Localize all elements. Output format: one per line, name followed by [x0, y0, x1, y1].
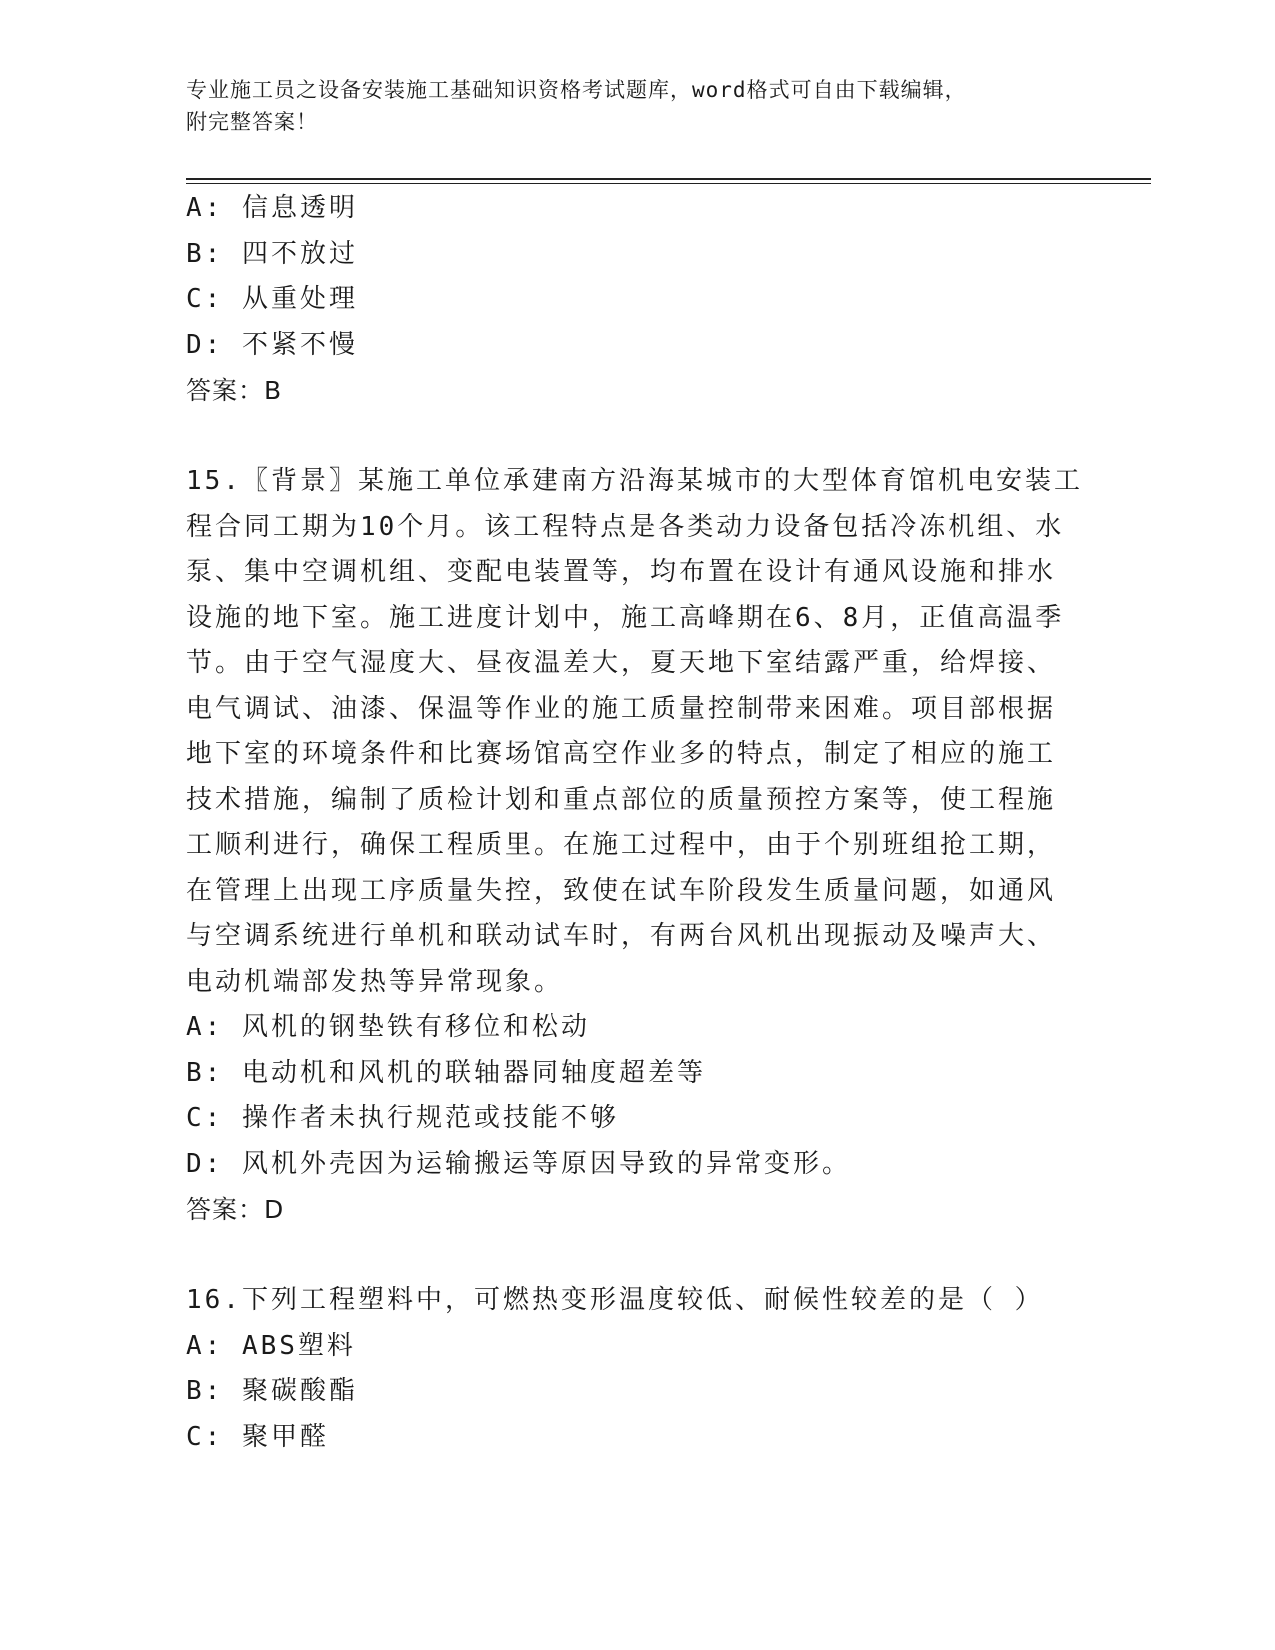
option-a: A: 风机的钢垫铁有移位和松动 [186, 1012, 590, 1042]
option-c: C: 聚甲醛 [186, 1421, 329, 1452]
document-body [186, 186, 1083, 1460]
question-stem-line: 在管理上出现工序质量失控，致使在试车阶段发生质量问题，如通风 [186, 875, 1057, 906]
question-stem-line: 设施的地下室。施工进度计划中，施工高峰期在6、8月，正值高温季 [186, 602, 1065, 633]
header-line-1: 专业施工员之设备安装施工基础知识资格考试题库，word格式可自由下载编辑， [186, 78, 967, 102]
question-14 [186, 186, 1066, 414]
option-c: C: 操作者未执行规范或技能不够 [186, 1103, 619, 1133]
question-stem-line: 地下室的环境条件和比赛场馆高空作业多的特点，制定了相应的施工 [186, 739, 1057, 769]
page-header [186, 74, 1046, 138]
question-15 [186, 459, 1083, 1233]
option-d: D: 风机外壳因为运输搬运等原因导致的异常变形。 [186, 1148, 851, 1179]
spacer [186, 1233, 1066, 1279]
question-stem-line: 电动机端部发热等异常现象。 [186, 966, 564, 997]
option-b: B: 电动机和风机的联轴器同轴度超差等 [186, 1057, 706, 1088]
question-stem-line: 15.〖背景〗某施工单位承建南方沿海某城市的大型体育馆机电安装工 [186, 466, 1083, 496]
answer: 答案：B [186, 376, 283, 405]
answer: 答案：D [186, 1195, 285, 1224]
option-a: A: 信息透明 [186, 193, 358, 223]
question-stem-line: 电气调试、油漆、保温等作业的施工质量控制带来困难。项目部根据 [186, 693, 1057, 724]
question-16 [186, 1278, 1066, 1460]
header-line-2: 附完整答案！ [186, 110, 318, 134]
spacer [186, 414, 1066, 460]
question-stem-line: 与空调系统进行单机和联动试车时，有两台风机出现振动及噪声大、 [186, 921, 1057, 951]
option-b: B: 四不放过 [186, 238, 358, 269]
header-divider-thin [186, 183, 1151, 184]
option-a: A: ABS塑料 [186, 1330, 356, 1361]
question-stem-line: 技术措施，编制了质检计划和重点部位的质量预控方案等，使工程施 [186, 784, 1057, 815]
option-b: B: 聚碳酸酯 [186, 1376, 358, 1406]
option-c: C: 从重处理 [186, 284, 358, 314]
question-stem-line: 程合同工期为10个月。该工程特点是各类动力设备包括冷冻机组、水 [186, 511, 1065, 542]
question-stem: 16.下列工程塑料中，可燃热变形温度较低、耐候性较差的是（ ） [186, 1285, 1044, 1315]
question-stem-line: 工顺利进行，确保工程质里。在施工过程中，由于个别班组抢工期， [186, 830, 1057, 860]
header-divider [186, 178, 1151, 180]
option-d: D: 不紧不慢 [186, 329, 358, 360]
question-stem-line: 泵、集中空调机组、变配电装置等，均布置在设计有通风设施和排水 [186, 557, 1057, 587]
question-stem-line: 节。由于空气湿度大、昼夜温差大，夏天地下室结露严重，给焊接、 [186, 648, 1057, 678]
